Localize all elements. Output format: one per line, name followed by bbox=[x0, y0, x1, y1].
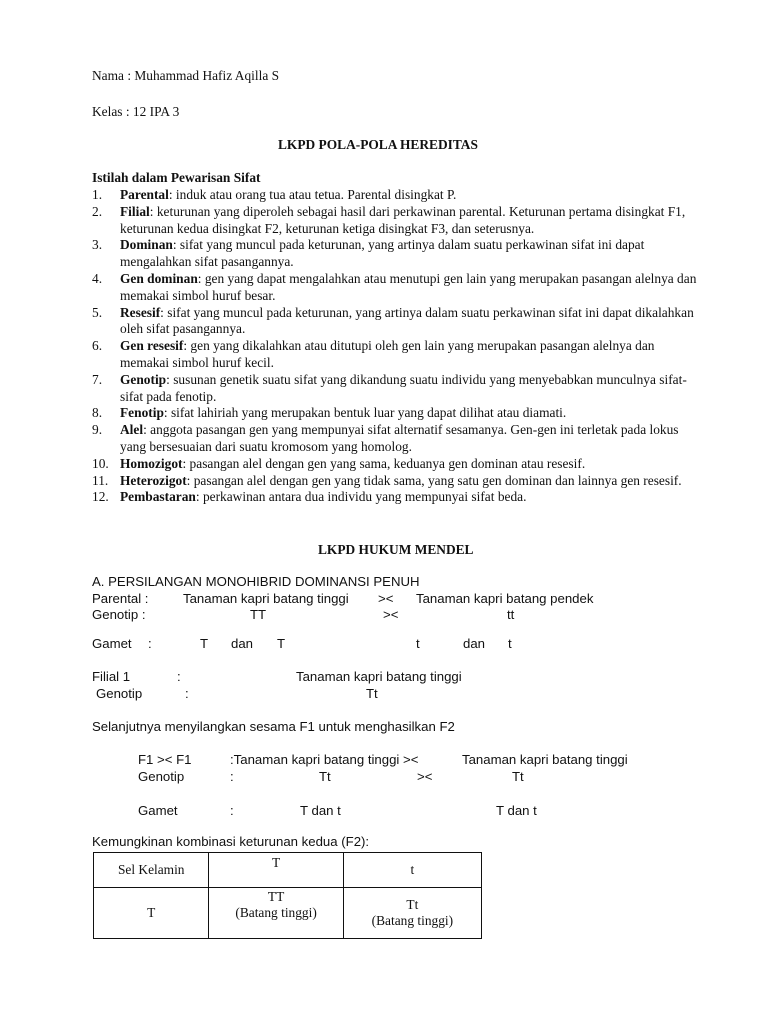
gamet-left-b: T bbox=[277, 636, 286, 651]
f1f1-gamet-label: Gamet bbox=[138, 803, 178, 818]
combination-text: Kemungkinan kombinasi keturunan kedua (F2): bbox=[92, 834, 370, 849]
section-title-hereditas: LKPD POLA-POLA HEREDITAS bbox=[278, 137, 478, 152]
parental-left: Tanaman kapri batang tinggi bbox=[183, 591, 349, 606]
list-item: 11. Heterozigot: pasangan alel dengan gen yang tidak sama, yang satu gen dominan dan lainnya gen resesif. bbox=[92, 472, 682, 488]
f1-genotip-colon: : bbox=[185, 686, 189, 701]
f1f1-gamet-left: T dan t bbox=[300, 803, 341, 818]
f1f1-genotip-cross: >< bbox=[417, 769, 433, 784]
f1-value: Tanaman kapri batang tinggi bbox=[296, 669, 462, 684]
f1-label: Filial 1 bbox=[92, 669, 131, 684]
genotip-cross: >< bbox=[383, 607, 399, 622]
table-cell bbox=[343, 888, 481, 939]
gamet-right-b: t bbox=[508, 636, 512, 651]
punnett-table bbox=[93, 852, 482, 939]
table-row bbox=[94, 888, 482, 939]
terms-list bbox=[92, 187, 702, 506]
monohybrid-heading: A. PERSILANGAN MONOHIBRID DOMINANSI PENUH bbox=[92, 574, 420, 589]
f1-genotip-label: Genotip bbox=[96, 686, 143, 701]
cell-genotype: TT bbox=[267, 889, 285, 904]
table-header-cell: T bbox=[209, 853, 343, 888]
list-item: 9. Alel: anggota pasangan gen yang mempunyai sifat alternatif sesamanya. Gen-gen ini terletak pada lokus yang bersesuaian dari suatu kromosom yang homolog. bbox=[92, 422, 679, 454]
parental-right: Tanaman kapri batang pendek bbox=[416, 591, 594, 606]
parental-label: Parental : bbox=[92, 591, 149, 606]
list-item: 6. Gen resesif: gen yang dikalahkan atau ditutupi oleh gen lain yang merupakan pasangan alelnya dan memakai simbol huruf kecil. bbox=[92, 338, 655, 370]
gamet-left-dan: dan bbox=[231, 636, 254, 651]
table-row bbox=[94, 853, 482, 888]
f1f1-genotip-right: Tt bbox=[512, 769, 524, 784]
parental-cross: >< bbox=[378, 591, 394, 606]
list-item: 12. Pembastaran: perkawinan antara dua individu yang mempunyai sifat beda. bbox=[92, 489, 527, 505]
f1f1-right: Tanaman kapri batang tinggi bbox=[462, 752, 628, 767]
gamet-right-dan: dan bbox=[463, 636, 486, 651]
f1f1-genotip-label: Genotip bbox=[138, 769, 185, 784]
list-item: 10. Homozigot: pasangan alel dengan gen yang sama, keduanya gen dominan atau resesif. bbox=[92, 455, 586, 471]
table-row-header: T bbox=[94, 888, 209, 939]
genotip-right: tt bbox=[507, 607, 515, 622]
f1f1-gamet-colon: : bbox=[230, 803, 234, 818]
student-name: Nama : Muhammad Hafiz Aqilla S bbox=[92, 68, 280, 83]
cell-phenotype: (Batang tinggi) bbox=[371, 913, 454, 928]
f1-colon: : bbox=[177, 669, 181, 684]
table-header-cell: t bbox=[343, 853, 481, 888]
f1f1-left: :Tanaman kapri batang tinggi >< bbox=[230, 752, 419, 767]
list-item: 5. Resesif: sifat yang muncul pada keturunan, yang artinya dalam suatu perkawinan sifat ini dapat dikalahkan oleh sifat pasangannya. bbox=[92, 304, 694, 337]
list-item: 4. Gen dominan: gen yang dapat mengalahkan atau menutupi gen lain yang merupakan pasangan alelnya dan memakai simbol huruf besar. bbox=[92, 270, 697, 303]
table-header-cell: Sel Kelamin bbox=[94, 853, 209, 888]
f1f1-gamet-right: T dan t bbox=[496, 803, 537, 818]
f1-genotip-value: Tt bbox=[366, 686, 378, 701]
f1f1-label: F1 >< F1 bbox=[138, 752, 192, 767]
table-cell bbox=[209, 888, 343, 939]
f1f1-genotip-colon: : bbox=[230, 769, 234, 784]
gamet-label: Gamet bbox=[92, 636, 132, 651]
list-item: 1. Parental: induk atau orang tua atau tetua. Parental disingkat P. bbox=[92, 187, 457, 202]
cell-genotype: Tt bbox=[406, 897, 419, 912]
genotip-label: Genotip : bbox=[92, 607, 146, 622]
terms-subtitle: Istilah dalam Pewarisan Sifat bbox=[92, 170, 261, 185]
gamet-right-a: t bbox=[416, 636, 420, 651]
gamet-colon: : bbox=[148, 636, 152, 651]
section-title-mendel: LKPD HUKUM MENDEL bbox=[318, 542, 474, 557]
list-item: 3. Dominan: sifat yang muncul pada keturunan, yang artinya dalam suatu perkawinan sifat ini dapat mengalahkan sifat pasangannya. bbox=[92, 237, 645, 270]
student-class: Kelas : 12 IPA 3 bbox=[92, 104, 180, 119]
cell-phenotype: (Batang tinggi) bbox=[235, 905, 317, 920]
gamet-left-a: T bbox=[200, 636, 209, 651]
list-item: 8. Fenotip: sifat lahiriah yang merupakan bentuk luar yang dapat dilihat atau diamati. bbox=[92, 405, 567, 421]
genotip-left: TT bbox=[250, 607, 267, 622]
list-item: 7. Genotip: susunan genetik suatu sifat yang dikandung suatu individu yang menyebabkan munculnya sifat-sifat pada fenotip. bbox=[92, 371, 687, 404]
f1f1-genotip-left: Tt bbox=[319, 769, 331, 784]
list-item: 2. Filial: keturunan yang diperoleh sebagai hasil dari perkawinan parental. Keturunan pertama disingkat F1, keturunan kedua disingkat F2, keturunan ketiga disingkat F3, dan seterusnya. bbox=[92, 203, 686, 236]
next-step-text: Selanjutnya menyilangkan sesama F1 untuk menghasilkan F2 bbox=[92, 719, 455, 734]
